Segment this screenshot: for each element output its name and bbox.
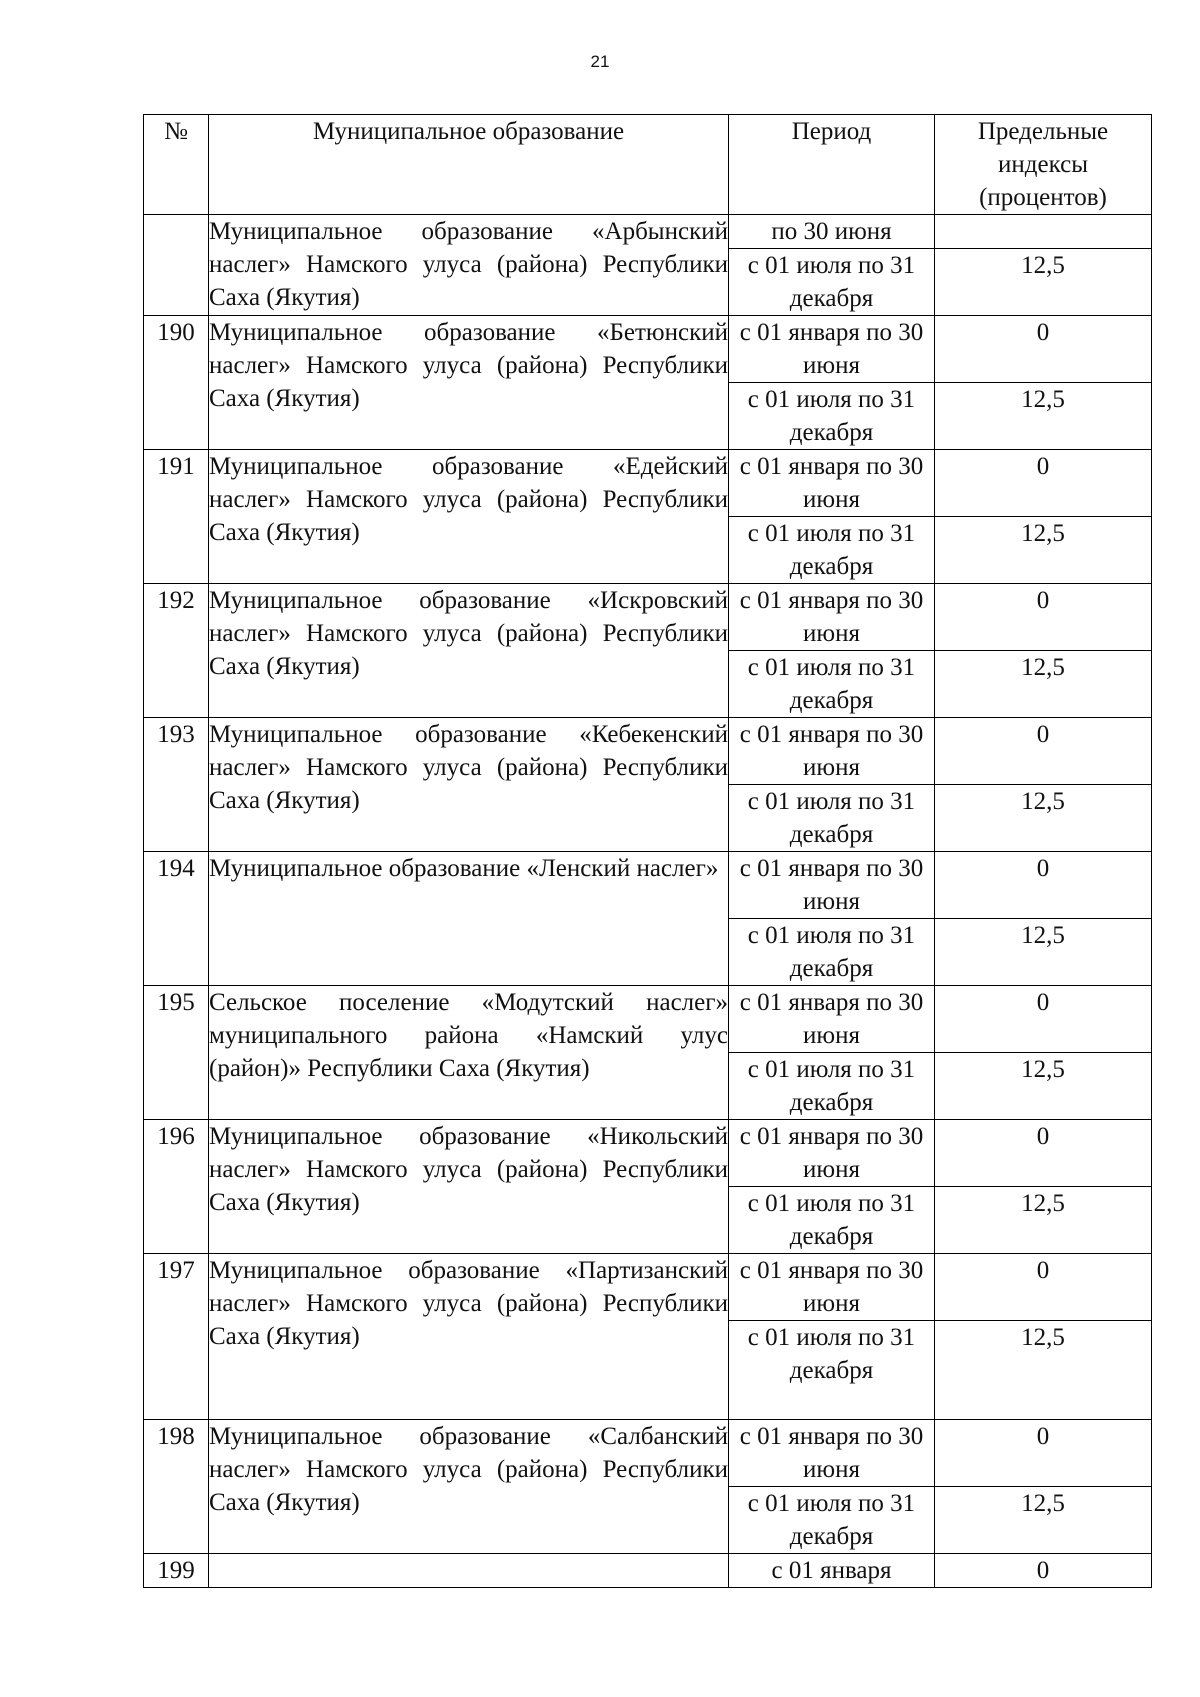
table-row — [144, 215, 1152, 249]
row-period-first-half: с 01 января по 30 июня — [729, 852, 935, 919]
row-municipality: Муниципальное образование «Арбынский наслег» Намского улуса (района) Республики Саха (Якутия) — [209, 215, 729, 316]
row-period-first-half: с 01 января по 30 июня — [729, 986, 935, 1053]
table-row — [144, 584, 1152, 651]
table-row — [144, 450, 1152, 517]
row-index-first-half: 0 — [935, 1120, 1152, 1187]
row-index-first-half: 0 — [935, 316, 1152, 383]
row-period-second-half: с 01 июля по 31 декабря — [729, 249, 935, 316]
row-index-first-half: 0 — [935, 584, 1152, 651]
table-row — [144, 852, 1152, 919]
row-index-second-half: 12,5 — [935, 249, 1152, 316]
row-index-first-half — [935, 215, 1152, 249]
table-row — [144, 1554, 1152, 1588]
row-index-second-half: 12,5 — [935, 1487, 1152, 1554]
row-index-first-half: 0 — [935, 852, 1152, 919]
row-period-second-half: с 01 июля по 31 декабря — [729, 1487, 935, 1554]
indices-table — [143, 114, 1152, 1588]
row-municipality: Муниципальное образование «Партизанский наслег» Намского улуса (района) Республики Саха (Якутия) — [209, 1254, 729, 1420]
row-period-second-half: с 01 июля по 31 декабря — [729, 1053, 935, 1120]
row-number: 198 — [144, 1420, 209, 1554]
table-row — [144, 986, 1152, 1053]
row-period-second-half: с 01 июля по 31 декабря — [729, 785, 935, 852]
row-number: 190 — [144, 316, 209, 450]
row-period-first-half: с 01 января — [729, 1554, 935, 1588]
row-period-second-half: с 01 июля по 31 декабря — [729, 1187, 935, 1254]
row-period-first-half: с 01 января по 30 июня — [729, 316, 935, 383]
table-row — [144, 1254, 1152, 1321]
row-municipality: Муниципальное образование «Искровский наслег» Намского улуса (района) Республики Саха (Якутия) — [209, 584, 729, 718]
row-municipality: Муниципальное образование «Ленский наслег» — [209, 852, 729, 986]
row-period-first-half: по 30 июня — [729, 215, 935, 249]
row-number: 197 — [144, 1254, 209, 1420]
row-municipality: Муниципальное образование «Никольский наслег» Намского улуса (района) Республики Саха (Якутия) — [209, 1120, 729, 1254]
row-municipality: Сельское поселение «Модутский наслег» муниципального района «Намский улус (район)» Республики Саха (Якутия) — [209, 986, 729, 1120]
table-row — [144, 1120, 1152, 1187]
row-number: 193 — [144, 718, 209, 852]
table-row — [144, 718, 1152, 785]
row-index-second-half: 12,5 — [935, 1321, 1152, 1420]
page-number: 21 — [590, 52, 610, 71]
row-number: 199 — [144, 1554, 209, 1588]
row-period-second-half: с 01 июля по 31 декабря — [729, 1321, 935, 1420]
row-index-first-half: 0 — [935, 450, 1152, 517]
row-period-second-half: с 01 июля по 31 декабря — [729, 517, 935, 584]
row-period-second-half: с 01 июля по 31 декабря — [729, 919, 935, 986]
header-limit-indices: Предельные индексы (процентов) — [935, 115, 1152, 215]
row-municipality: Муниципальное образование «Кебекенский наслег» Намского улуса (района) Республики Саха (Якутия) — [209, 718, 729, 852]
row-index-second-half: 12,5 — [935, 1187, 1152, 1254]
row-index-second-half: 12,5 — [935, 785, 1152, 852]
row-index-second-half: 12,5 — [935, 651, 1152, 718]
row-index-first-half: 0 — [935, 986, 1152, 1053]
row-period-first-half: с 01 января по 30 июня — [729, 1254, 935, 1321]
row-period-second-half: с 01 июля по 31 декабря — [729, 383, 935, 450]
row-number: 192 — [144, 584, 209, 718]
header-number: № — [144, 115, 209, 215]
row-index-first-half: 0 — [935, 718, 1152, 785]
row-period-first-half: с 01 января по 30 июня — [729, 718, 935, 785]
row-number: 195 — [144, 986, 209, 1120]
header-period: Период — [729, 115, 935, 215]
row-index-second-half: 12,5 — [935, 1053, 1152, 1120]
table-row — [144, 1420, 1152, 1487]
row-index-first-half: 0 — [935, 1254, 1152, 1321]
row-index-first-half: 0 — [935, 1554, 1152, 1588]
row-municipality: Муниципальное образование «Бетюнский наслег» Намского улуса (района) Республики Саха (Якутия) — [209, 316, 729, 450]
row-number: 194 — [144, 852, 209, 986]
row-period-first-half: с 01 января по 30 июня — [729, 1420, 935, 1487]
row-index-second-half: 12,5 — [935, 383, 1152, 450]
row-period-first-half: с 01 января по 30 июня — [729, 450, 935, 517]
row-index-first-half: 0 — [935, 1420, 1152, 1487]
row-municipality: Муниципальное образование «Салбанский наслег» Намского улуса (района) Республики Саха (Якутия) — [209, 1420, 729, 1554]
row-number — [144, 215, 209, 316]
row-index-second-half: 12,5 — [935, 517, 1152, 584]
row-index-second-half: 12,5 — [935, 919, 1152, 986]
header-municipality: Муниципальное образование — [209, 115, 729, 215]
row-municipality — [209, 1554, 729, 1588]
row-period-second-half: с 01 июля по 31 декабря — [729, 651, 935, 718]
row-number: 191 — [144, 450, 209, 584]
row-period-first-half: с 01 января по 30 июня — [729, 584, 935, 651]
table-row — [144, 316, 1152, 383]
row-period-first-half: с 01 января по 30 июня — [729, 1120, 935, 1187]
row-municipality: Муниципальное образование «Едейский наслег» Намского улуса (района) Республики Саха (Якутия) — [209, 450, 729, 584]
row-number: 196 — [144, 1120, 209, 1254]
table-header-row — [144, 115, 1152, 215]
